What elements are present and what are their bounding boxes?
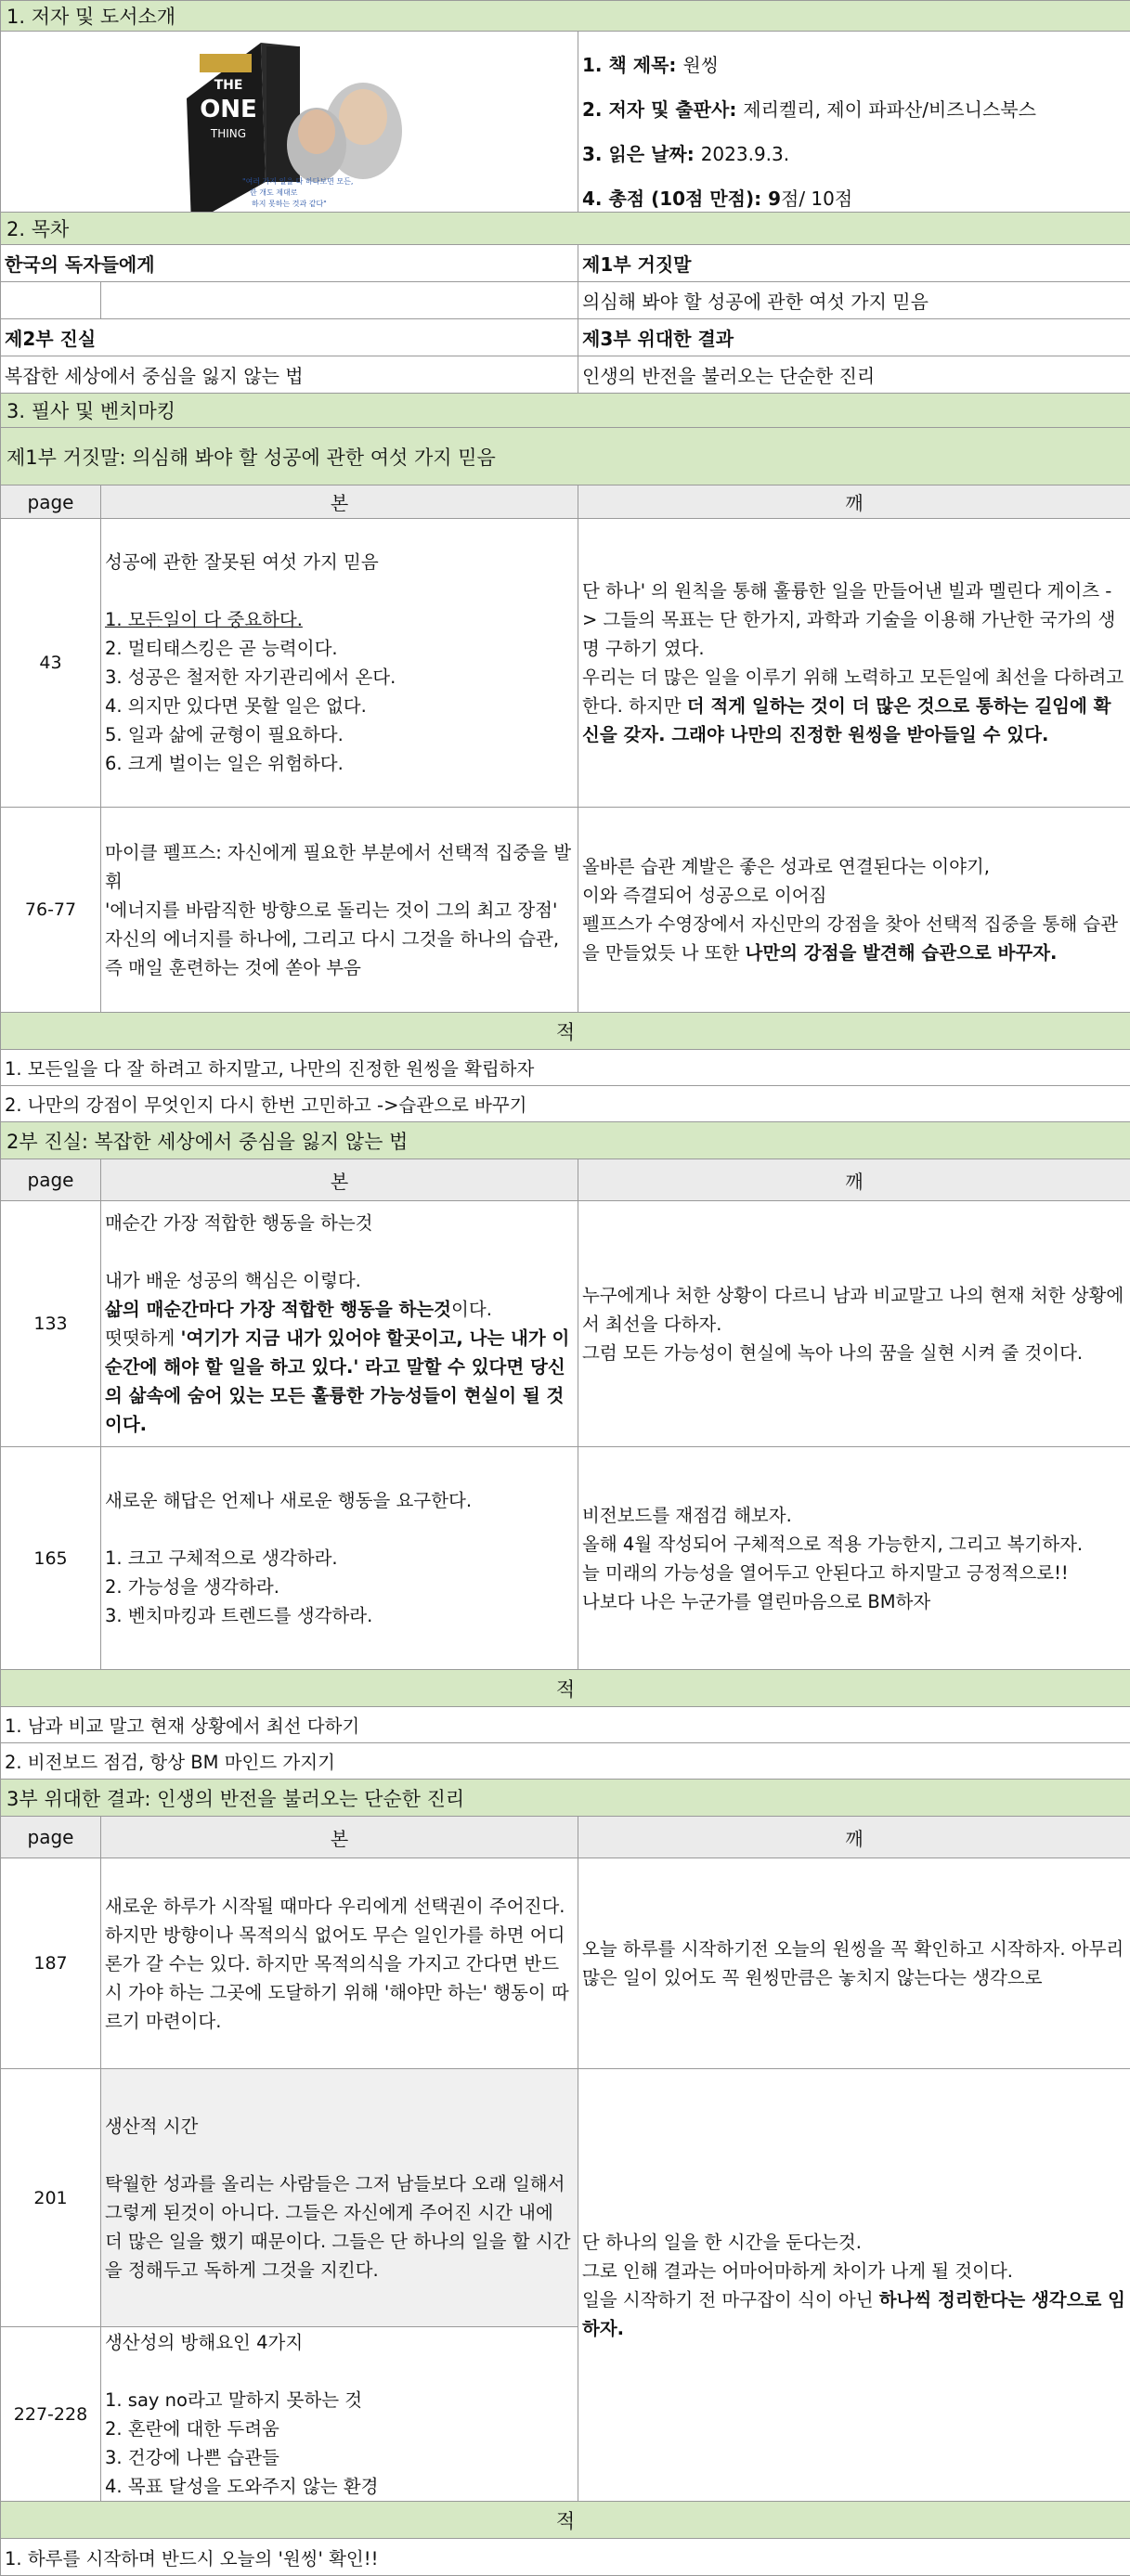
svg-text:한 개도 제대로: 한 개도 제대로 bbox=[250, 188, 298, 197]
list-item: 2. 가능성을 생각하라. bbox=[105, 1576, 279, 1598]
toc-row-4 bbox=[1, 356, 1130, 394]
jeok-item: 1. 하루를 시작하며 반드시 오늘의 '원씽' 확인!! bbox=[1, 2539, 1130, 2576]
toc-item: 한국의 독자들에게 bbox=[1, 245, 578, 282]
list-item: 4. 목표 달성을 도와주지 않는 환경 bbox=[105, 2475, 379, 2497]
toc-item: 인생의 반전을 불러오는 단순한 진리 bbox=[578, 356, 1130, 394]
kkae-paragraph: 늘 미래의 가능성을 열어두고 안된다고 하지말고 긍정적으로!! bbox=[582, 1561, 1069, 1584]
section-title: 3. 필사 및 벤치마킹 bbox=[6, 400, 176, 422]
section-3-header bbox=[1, 394, 1130, 428]
toc-item: 제2부 진실 bbox=[1, 319, 578, 356]
kkae-paragraph: 비전보드를 재점검 해보자. bbox=[582, 1504, 792, 1526]
info-value: 2023.9.3. bbox=[700, 143, 790, 165]
toc-row-3 bbox=[1, 319, 1130, 356]
bon-text: 이다. bbox=[451, 1299, 492, 1320]
kkae-emphasis: 나만의 강점을 발견해 습관으로 바꾸자. bbox=[745, 942, 1058, 964]
bon-cell bbox=[101, 1858, 578, 2069]
toc-empty bbox=[101, 282, 578, 319]
toc-row-2 bbox=[1, 282, 1130, 319]
list-item: 3. 벤치마킹과 트렌드를 생각하라. bbox=[105, 1605, 373, 1626]
list-item: 3. 성공은 철저한 자기관리에서 온다. bbox=[105, 667, 396, 688]
info-value: 원씽 bbox=[682, 54, 720, 76]
bon-paragraph: 새로운 하루가 시작될 때마다 우리에게 선택권이 주어진다. 하지만 방향이나 목적의식 없어도 무슨 일인가를 하면 어디론가 갈 수는 있다. 하지만 목적의식을 가지고 간다면 반드시 가야 하는 그곳에 도달하기 위해 '해야만 하는' 행동이 따르기 마련이다. bbox=[105, 1895, 569, 2032]
list-item: 6. 크게 벌이는 일은 위험하다. bbox=[105, 753, 344, 774]
kkae-column-header: 깨 bbox=[578, 1159, 1130, 1201]
info-label: 4. 총점 (10점 만점): bbox=[582, 188, 769, 210]
score-line bbox=[582, 176, 1036, 213]
bon-column-header: 본 bbox=[101, 1159, 578, 1201]
table-row bbox=[1, 519, 1130, 808]
kkae-paragraph: 누구에게나 처한 상황이 다르니 남과 비교말고 나의 현재 처한 상황에서 최선을 다하자. bbox=[582, 1284, 1124, 1335]
kkae-emphasis: 더 적게 일하는 것이 더 많은 것으로 통하는 길임에 확신을 갖자. 그래야 나만의 진정한 원씽을 받아들일 수 있다. bbox=[582, 695, 1111, 745]
page-number: 43 bbox=[1, 519, 101, 808]
kkae-column-header: 깨 bbox=[578, 485, 1130, 519]
svg-text:THE: THE bbox=[214, 78, 243, 93]
bon-cell bbox=[101, 1201, 578, 1447]
jeok-header bbox=[1, 2502, 1130, 2539]
table-row bbox=[1, 808, 1130, 1013]
author-publisher-line bbox=[582, 87, 1036, 132]
jeok-header bbox=[1, 1670, 1130, 1707]
info-label: 2. 저자 및 출판사: bbox=[582, 98, 744, 121]
list-item: 5. 일과 삶에 균형이 필요하다. bbox=[105, 724, 344, 745]
bon-title: 생산적 시간 bbox=[105, 2115, 199, 2137]
merged-kkae-row bbox=[1, 2069, 1130, 2502]
kkae-cell bbox=[578, 808, 1130, 1013]
kkae-cell bbox=[578, 519, 1130, 808]
read-date-line bbox=[582, 132, 1036, 176]
page-number: 165 bbox=[1, 1447, 101, 1670]
kkae-paragraph: 단 하나' 의 원칙을 통해 훌륭한 일을 만들어낸 빌과 멜린다 게이츠 -> 그들의 목표는 단 한가지, 과학과 기술을 이용해 가난한 국가의 생명 구하기 였다. bbox=[582, 580, 1116, 659]
page-number: 133 bbox=[1, 1201, 101, 1447]
bon-paragraph: 탁월한 성과를 올리는 사람들은 그저 남들보다 오래 일해서 그렇게 된것이 아니다. 그들은 자신에게 주어진 시간 내에 더 많은 일을 했기 때문이다. 그들은 단 하나의 일을 할 시간을 정해두고 독하게 그것을 지킨다. bbox=[105, 2172, 571, 2281]
kkae-text: 펠프스가 수영장에서 자신만의 강점을 찾아 선택적 집중을 통해 습관을 만들었듯 나 또한 bbox=[582, 913, 1119, 964]
list-item: 2. 멀티태스킹은 곧 능력이다. bbox=[105, 638, 338, 659]
page-column-header: page bbox=[1, 485, 101, 519]
bon-cell bbox=[101, 808, 578, 1013]
bon-title: 성공에 관한 잘못된 여섯 가지 믿음 bbox=[105, 551, 379, 573]
bon-cell bbox=[101, 1447, 578, 1670]
jeok-item: 2. 비전보드 점검, 항상 BM 마인드 가지기 bbox=[1, 1743, 1130, 1780]
kkae-paragraph: 그로 인해 결과는 어마어마하게 차이가 나게 될 것이다. bbox=[582, 2259, 1014, 2282]
bon-paragraph bbox=[105, 1324, 574, 1439]
kkae-cell bbox=[578, 1858, 1130, 2069]
book-cover-cell bbox=[1, 32, 578, 213]
list-item: 2. 혼란에 대한 두려움 bbox=[105, 2417, 279, 2440]
kkae-paragraph bbox=[582, 910, 1126, 967]
list-item: 1. say no라고 말하지 못하는 것 bbox=[105, 2388, 363, 2411]
book-cover-image bbox=[177, 43, 428, 213]
jeok-label: 적 bbox=[555, 1677, 576, 1701]
section-title: 2. 목차 bbox=[6, 218, 70, 240]
list-item: 3. 건강에 나쁜 습관들 bbox=[105, 2446, 279, 2468]
jeok-label: 적 bbox=[555, 2509, 576, 2532]
jeok-item: 1. 모든일을 다 잘 하려고 하지말고, 나만의 진정한 원씽을 확립하자 bbox=[1, 1050, 1130, 1086]
jeok-item: 1. 남과 비교 말고 현재 상황에서 최선 다하기 bbox=[1, 1707, 1130, 1743]
bon-emphasis: 삶의 매순간마다 가장 적합한 행동을 하는것 bbox=[105, 1299, 452, 1320]
bon-cell bbox=[101, 519, 578, 808]
section-2-header bbox=[1, 213, 1130, 245]
page-number: 227-228 bbox=[1, 2327, 101, 2502]
jeok-item: 2. 나만의 강점이 무엇인지 다시 한번 고민하고 ->습관으로 바꾸기 bbox=[1, 1086, 1130, 1122]
part-1-header bbox=[1, 428, 1130, 485]
svg-text:하지 못하는 것과 같다": 하지 못하는 것과 같다" bbox=[252, 200, 327, 208]
kkae-paragraph: 오늘 하루를 시작하기전 오늘의 원씽을 꼭 확인하고 시작하자. 아무리 많은 일이 있어도 꼭 원씽만큼은 놓치지 않는다는 생각으로 bbox=[582, 1938, 1124, 1988]
kkae-column-header: 깨 bbox=[578, 1817, 1130, 1858]
bon-column-header: 본 bbox=[101, 485, 578, 519]
jeok-header bbox=[1, 1013, 1130, 1050]
toc-empty bbox=[1, 282, 101, 319]
kkae-paragraph: 올해 4월 작성되어 구체적으로 적용 가능한지, 그리고 복기하자. bbox=[582, 1533, 1084, 1555]
bon-paragraph: '에너지를 바람직한 방향으로 돌리는 것이 그의 최고 장점' 자신의 에너지를 하나에, 그리고 다시 그것을 하나의 습관, 즉 매일 훈련하는 것에 쏟아 부음 bbox=[105, 899, 560, 978]
kkae-paragraph: 나보다 나은 누군가를 열린마음으로 BM하자 bbox=[582, 1590, 931, 1612]
toc-item: 제3부 위대한 결과 bbox=[578, 319, 1130, 356]
list-item: 1. 크고 구체적으로 생각하라. bbox=[105, 1547, 338, 1569]
kkae-text: 우리는 더 많은 일을 이루기 위해 노력하고 모든일에 최선을 다하려고 한다. 하지만 bbox=[582, 667, 1124, 717]
page-number: 76-77 bbox=[1, 808, 101, 1013]
page-column-header: page bbox=[1, 1159, 101, 1201]
part-title: 제1부 거짓말: 의심해 봐야 할 성공에 관한 여섯 가지 믿음 bbox=[6, 446, 496, 469]
kkae-paragraph: 그럼 모든 가능성이 현실에 녹아 나의 꿈을 실현 시켜 줄 것이다. bbox=[582, 1341, 1084, 1364]
page-number: 187 bbox=[1, 1858, 101, 2069]
page-number: 201 bbox=[1, 2069, 101, 2327]
table-header-row bbox=[1, 1159, 1130, 1201]
kkae-cell bbox=[578, 2069, 1130, 2502]
kkae-cell bbox=[578, 1201, 1130, 1447]
kkae-paragraph: 올바른 습관 계발은 좋은 성과로 연결된다는 이야기, bbox=[582, 856, 990, 877]
kkae-text: 일을 시작하기 전 마구잡이 식이 아닌 bbox=[582, 2288, 879, 2311]
book-title-line bbox=[582, 43, 1036, 87]
toc-item: 제1부 거짓말 bbox=[578, 245, 1130, 282]
table-row bbox=[1, 1858, 1130, 2069]
bon-paragraph: 마이클 펠프스: 자신에게 필요한 부분에서 선택적 집중을 발휘 bbox=[105, 841, 572, 892]
kkae-paragraph: 이와 즉결되어 성공으로 이어짐 bbox=[582, 885, 827, 906]
bon-title: 매순간 가장 적합한 행동을 하는것 bbox=[105, 1212, 373, 1234]
bon-text: 떳떳하게 bbox=[105, 1327, 181, 1349]
part-title: 2부 진실: 복잡한 세상에서 중심을 잃지 않는 법 bbox=[6, 1130, 409, 1153]
bon-title: 새로운 해답은 언제나 새로운 행동을 요구한다. bbox=[105, 1490, 473, 1511]
svg-text:ONE: ONE bbox=[200, 96, 257, 123]
table-row bbox=[1, 1447, 1130, 1670]
list-item: 1. 모든일이 다 중요하다. bbox=[105, 609, 303, 630]
list-item: 4. 의지만 있다면 못할 일은 없다. bbox=[105, 695, 367, 717]
table-header-row bbox=[1, 485, 1130, 519]
table-row bbox=[1, 1201, 1130, 1447]
svg-text:"여러 가지 일을 다 하다보면 모든,: "여러 가지 일을 다 하다보면 모든, bbox=[242, 177, 354, 186]
book-info-row bbox=[1, 32, 1130, 213]
toc-row-1 bbox=[1, 245, 1130, 282]
info-value: 제리켈리, 제이 파파산/비즈니스북스 bbox=[743, 98, 1036, 121]
book-info-cell bbox=[578, 32, 1130, 213]
part-title: 3부 위대한 결과: 인생의 반전을 불러오는 단순한 진리 bbox=[6, 1787, 465, 1810]
bon-emphasis: '여기가 지금 내가 있어야 할곳이고, 나는 내가 이순간에 해야 할 일을 하고 있다.' 라고 말할 수 있다면 당신의 삶속에 숨어 있는 모든 훌륭한 가능성들이 현실이 될 것이다. bbox=[105, 1327, 570, 1435]
section-1-header bbox=[1, 1, 1130, 32]
bon-column-header: 본 bbox=[101, 1817, 578, 1858]
kkae-cell bbox=[578, 1447, 1130, 1670]
kkae-emphasis: 하나씩 정리한다는 생각으로 임하자. bbox=[582, 2288, 1125, 2339]
score-value: 9 bbox=[768, 188, 781, 210]
toc-item: 복잡한 세상에서 중심을 잃지 않는 법 bbox=[1, 356, 578, 394]
bon-paragraph: 내가 배운 성공의 핵심은 이렇다. bbox=[105, 1270, 361, 1291]
score-suffix: 점/ 10점 bbox=[781, 188, 853, 210]
kkae-paragraph bbox=[582, 663, 1126, 749]
kkae-paragraph bbox=[582, 2285, 1126, 2343]
svg-text:THING: THING bbox=[210, 127, 247, 140]
kkae-paragraph: 단 하나의 일을 한 시간을 둔다는것. bbox=[582, 2231, 862, 2253]
section-title: 1. 저자 및 도서소개 bbox=[6, 6, 176, 28]
bon-title: 생산성의 방해요인 4가지 bbox=[105, 2331, 304, 2353]
bon-paragraph bbox=[105, 1295, 574, 1324]
table-header-row bbox=[1, 1817, 1130, 1858]
toc-item: 의심해 봐야 할 성공에 관한 여섯 가지 믿음 bbox=[578, 282, 1130, 319]
info-label: 1. 책 제목: bbox=[582, 54, 683, 76]
jeok-label: 적 bbox=[555, 1020, 576, 1043]
part-2-header bbox=[1, 1122, 1130, 1159]
info-label: 3. 읽은 날짜: bbox=[582, 143, 701, 165]
page-column-header: page bbox=[1, 1817, 101, 1858]
part-3-header bbox=[1, 1780, 1130, 1817]
